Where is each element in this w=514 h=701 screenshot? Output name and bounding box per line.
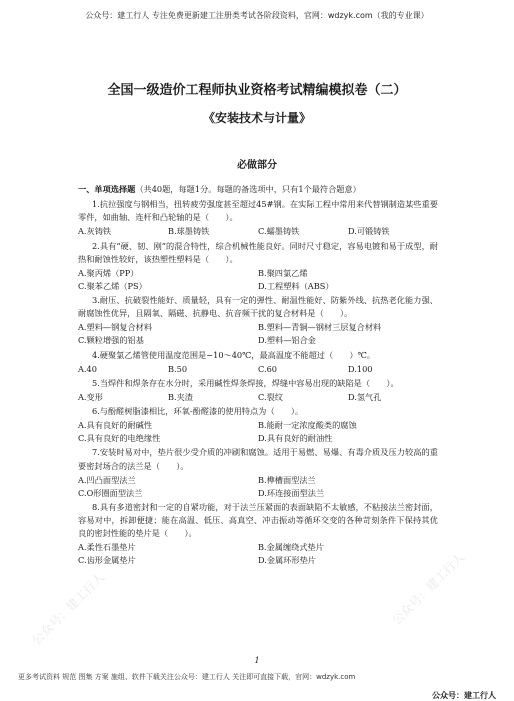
answer-option: B.金属缠绕式垫片	[258, 542, 324, 553]
question-item	[78, 405, 438, 445]
answer-option: B.夹渣	[168, 391, 193, 402]
question-item	[78, 377, 438, 404]
answer-option: D.塑料—铝合金	[258, 335, 316, 346]
answer-option: A.变形	[78, 391, 103, 402]
question-list	[78, 198, 438, 567]
answer-option: A.灰铸铁	[78, 226, 112, 237]
answer-option: B.50	[168, 363, 188, 374]
answer-option: C.60	[258, 363, 277, 374]
answer-option: A.凹凸面型法兰	[78, 474, 136, 485]
watermark-left: 公众号：建工行人	[29, 569, 108, 648]
answer-option: A.具有良好的耐碱性	[78, 420, 153, 431]
answer-option: A.柔性石墨垫片	[78, 542, 136, 553]
page-header: 公众号：建工行人 专注免费更新建工注册类考试各阶段资料，官网：wdzyk.com（我的专业课）	[85, 11, 429, 20]
answer-option: D.氢气孔	[348, 391, 382, 402]
answer-option: D.100	[348, 363, 373, 374]
question-stem: 2.具有“硬、韧、刚”的混合特性，综合机械性能良好。同时尺寸稳定，容易电镀和易于成型，耐热和耐蚀性较好，该热塑性塑料是（ ）。	[78, 240, 438, 264]
question-item	[78, 501, 438, 568]
question-options	[78, 391, 438, 404]
answer-option: D.金属环形垫片	[258, 555, 316, 566]
question-options	[78, 419, 438, 445]
question-options	[78, 541, 438, 567]
question-stem: 8.具有多道密封和一定的自紧功能，对于法兰压紧面的表面缺陷不太敏感，不粘接法兰密封面，容易对中，拆卸便捷；能在高温、低压、高真空、冲击振动等循环交变的各种苛刻条件下保持其优良的密封性能的垫片是（ ）。	[78, 501, 438, 539]
question-options	[78, 321, 438, 347]
question-stem: 1.抗拉强度与钢相当，扭转疲劳强度甚至超过45#钢。在实际工程中常用来代替钢制造某些重要零件，如曲轴、连杆和凸轮轴的是（ ）。	[78, 199, 438, 223]
page-number: 1	[254, 656, 260, 665]
answer-option: A.塑料—钢复合材料	[78, 322, 153, 333]
answer-option: B.聚四氯乙烯	[258, 267, 308, 278]
question-options	[78, 474, 438, 500]
answer-option: C.蠕墨铸铁	[258, 226, 300, 237]
answer-option: C.裂纹	[258, 391, 283, 402]
watermark-right: 公众号：建工行人	[389, 549, 468, 628]
question-stem: 3.耐压、抗破裂性能好、质量轻，具有一定的弹性、耐温性能好、防紫外线、抗热老化能力强、耐腐蚀性优异，且隔氧、隔磁、抗静电、抗音频干扰的复合材料是（ ）。	[78, 295, 438, 319]
answer-option: C.颗粒增强的铝基	[78, 335, 144, 346]
answer-option: D.工程塑料（ABS）	[258, 280, 334, 291]
answer-option: C.齿形金属垫片	[78, 555, 136, 566]
question-item	[78, 240, 438, 294]
answer-option: D.环连接面型法兰	[258, 487, 325, 498]
answer-option: C.聚苯乙烯（PS）	[78, 280, 147, 291]
question-options	[78, 267, 438, 293]
question-stem: 7.安装时易对中，垫片很少受介质的冲刷和腐蚀。适用于易燃、易爆、有毒介质及压力较高的重要密封场合的法兰是（ ）。	[78, 447, 438, 471]
question-item	[78, 446, 438, 500]
answer-option: B.塑料—青铜—钢材三层复合材料	[258, 322, 382, 333]
answer-option: A.40	[78, 363, 97, 374]
question-options	[78, 225, 438, 238]
exam-title: 全国一级造价工程师执业资格考试精编模拟卷（二）	[107, 83, 407, 98]
answer-option: D.具有良好的耐油性	[258, 433, 333, 444]
page-footer: 更多考试资料 规范 图集 方案 施组、软件下载关注公众号：建工行人 关注即可直接下载，官网：wdzyk.com	[18, 673, 356, 681]
answer-option: A.聚丙烯（PP）	[78, 267, 139, 278]
answer-option: C.具有良好的电绝缘性	[78, 433, 161, 444]
section-heading-note: （共40题，每题1分。每题的备选项中，只有1个最符合题意）	[135, 184, 361, 194]
answer-option: C.O形圈面型法兰	[78, 487, 143, 498]
section-heading-label: 一、单项选择题	[78, 184, 136, 194]
question-options	[78, 363, 438, 376]
question-item	[78, 349, 438, 376]
answer-option: B.能耐一定浓度酸类的腐蚀	[258, 420, 357, 431]
question-stem: 5.当焊件和焊条存在水分时，采用碱性焊条焊接，焊缝中容易出现的缺陷是（ ）。	[92, 377, 399, 388]
watermark-corner: 公众号：建工行人	[432, 691, 496, 700]
question-stem: 6.与酚醛树脂漆相比，环氧-酚醛漆的使用特点为（ ）。	[92, 406, 304, 416]
question-item	[78, 294, 438, 348]
answer-option: D.可锻铸铁	[348, 226, 390, 237]
question-item	[78, 198, 438, 238]
question-content	[78, 183, 438, 569]
question-stem: 4.硬聚氯乙烯管使用温度范围是−10～40℃，最高温度不能超过（ ）℃。	[92, 349, 376, 360]
section-title: 必做部分	[237, 160, 277, 171]
section-heading	[78, 183, 438, 196]
answer-option: B.榫槽面型法兰	[258, 474, 316, 485]
exam-subtitle: 《安装技术与计量》	[202, 111, 311, 125]
answer-option: B.球墨铸铁	[168, 226, 210, 237]
